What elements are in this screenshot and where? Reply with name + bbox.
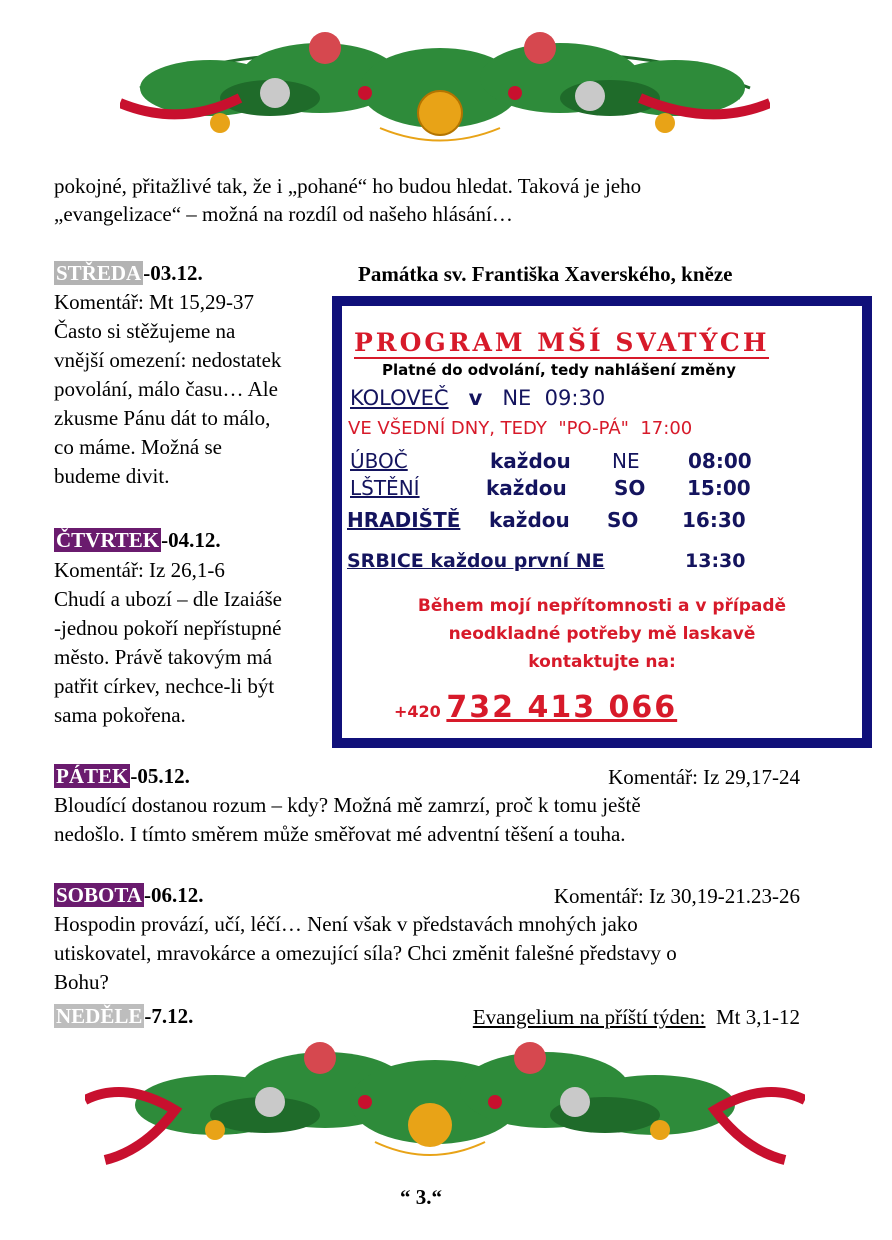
place: LŠTĚNÍ: [350, 476, 420, 500]
every: každou: [490, 449, 571, 473]
text-line: budeme divit.: [54, 464, 170, 488]
intro-line: pokojné, přitažlivé tak, že i „pohané“ ho budou hledat. Taková je jeho: [54, 174, 642, 198]
text-line: zkusme Pánu dát to málo,: [54, 406, 271, 430]
place: HRADIŠTĚ: [347, 508, 461, 532]
day: NE: [502, 386, 532, 410]
gospel-label: Evangelium na příští týden:: [472, 1005, 706, 1029]
thursday-heading: [54, 526, 221, 554]
program-title: PROGRAM MŠÍ SVATÝCH: [354, 328, 770, 357]
row-uboc: [350, 449, 770, 477]
day-label-sunday: NEDĚLE: [56, 1004, 143, 1028]
friday-heading: [54, 762, 190, 790]
every: každou: [486, 476, 567, 500]
text-line: patřit církev, nechce-li být: [54, 674, 275, 698]
day-label-thursday: ČTVRTEK: [56, 528, 160, 552]
text-line: sama pokořena.: [54, 703, 186, 727]
text-line: Komentář: Mt 15,29-37: [54, 290, 255, 314]
sunday-heading: [54, 1002, 193, 1030]
weekdays-line: VE VŠEDNÍ DNY, TEDY "PO-PÁ" 17:00: [348, 418, 693, 439]
mass-program-box: [332, 296, 872, 748]
date: -04.12.: [161, 528, 221, 552]
program-subtitle: Platné do odvolání, tedy nahlášení změny: [382, 361, 736, 379]
time: 08:00: [688, 449, 752, 473]
text-line: Často si stěžujeme na: [54, 319, 236, 343]
phone-prefix: +420: [394, 702, 441, 721]
text-line: Chudí a ubozí – dle Izaiáše: [54, 587, 283, 611]
text-line: město. Právě takovým má: [54, 645, 273, 669]
phone: 732 413 066: [446, 690, 678, 725]
day: SO: [607, 508, 639, 532]
commentary-ref: Komentář: Iz 30,19-21.23-26: [553, 884, 800, 908]
text-line: povolání, málo času… Ale: [54, 377, 278, 401]
row-lsteni: [350, 476, 770, 504]
text-line: Bohu?: [54, 970, 109, 994]
intro-line: „evangelizace“ – možná na rozdíl od našeho hlásání…: [54, 202, 513, 226]
text-line: Hospodin provází, učí, léčí… Není však v představách mnohých jako: [54, 912, 638, 936]
row-kolovec: [350, 386, 605, 410]
row-srbice: [347, 550, 767, 578]
date: -7.12.: [144, 1004, 194, 1028]
place: KOLOVEČ: [350, 386, 449, 410]
notice-line: neodkladné potřeby mě laskavě: [448, 624, 756, 644]
date: -03.12.: [143, 261, 203, 285]
date: -05.12.: [130, 764, 190, 788]
time: 13:30: [685, 550, 746, 572]
feast-title: Památka sv. Františka Xaverského, kněze: [358, 262, 733, 286]
time: 15:00: [687, 476, 751, 500]
time: 16:30: [682, 508, 746, 532]
commentary-ref: Komentář: Iz 29,17-24: [608, 765, 800, 789]
text-line: co máme. Možná se: [54, 435, 222, 459]
text-line: vnější omezení: nedostatek: [54, 348, 282, 372]
row-hradiste: [347, 508, 767, 536]
text-line: nedošlo. I tímto směrem může směřovat mé adventní těšení a touha.: [54, 822, 626, 846]
day-label-wednesday: STŘEDA: [56, 261, 142, 285]
gospel-ref: Mt 3,1-12: [716, 1005, 800, 1029]
notice-line: kontaktujte na:: [528, 652, 676, 672]
day-label-saturday: SOBOTA: [56, 883, 142, 907]
page-number: “ 3.“: [400, 1185, 442, 1209]
text-line: -jednou pokoří nepřístupné: [54, 616, 282, 640]
phone-number: [394, 690, 677, 725]
place: ÚBOČ: [350, 449, 408, 473]
date: -06.12.: [143, 883, 204, 907]
time: 09:30: [544, 386, 606, 410]
day: SO: [614, 476, 646, 500]
notice-line: Během mojí nepřítomnosti a v případě: [417, 596, 787, 616]
christmas-garland-top: [120, 18, 770, 153]
christmas-garland-bottom: [85, 1030, 805, 1175]
day-label-friday: PÁTEK: [56, 764, 129, 788]
text-line: Bloudící dostanou rozum – kdy? Možná mě zamrzí, proč k tomu ještě: [54, 793, 641, 817]
wednesday-heading: [54, 259, 203, 287]
saturday-heading: [54, 881, 203, 909]
gospel-next-week: [473, 1003, 800, 1031]
in: v: [468, 386, 483, 410]
day: NE: [612, 449, 640, 473]
text-line: Komentář: Iz 26,1-6: [54, 558, 225, 582]
every: každou: [489, 508, 570, 532]
text-line: utiskovatel, mravokárce a omezující síla? Chci změnit falešné představy o: [54, 941, 677, 965]
place: SRBICE každou první NE: [347, 550, 605, 572]
